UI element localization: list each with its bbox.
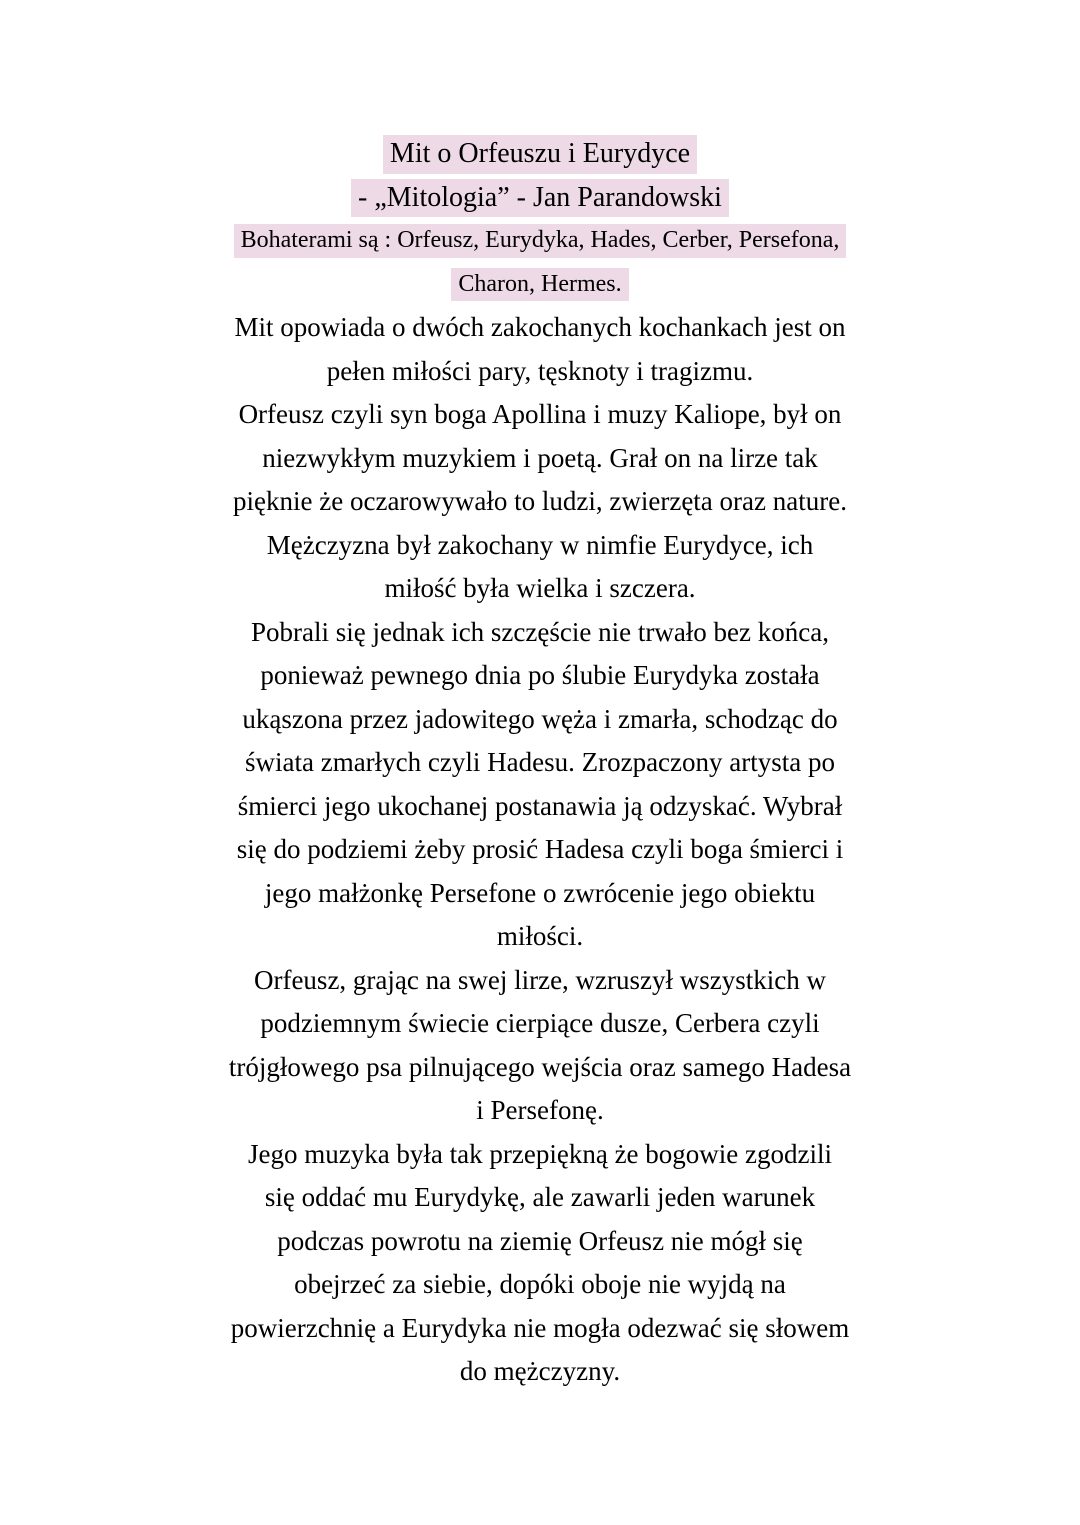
essay-text-block — [130, 132, 950, 1394]
characters-note-line — [130, 263, 950, 307]
highlighted-text: Mit o Orfeuszu i Eurydyce — [383, 135, 697, 174]
body-text-line — [130, 1263, 950, 1307]
text: trójgłowego psa pilnującego wejścia oraz samego Hadesa — [228, 1051, 852, 1082]
document-subtitle-line — [130, 176, 950, 220]
text: do mężczyzny. — [459, 1356, 621, 1386]
text: podziemnym świecie cierpiące dusze, Cerbera czyli — [260, 1008, 820, 1038]
text: obejrzeć za siebie, dopóki oboje nie wyjdą na — [294, 1269, 786, 1299]
text: niezwykłym muzykiem i poetą. Grał on na lirze tak — [262, 442, 818, 473]
body-text-line — [130, 872, 950, 916]
highlighted-text: Charon, Hermes. — [451, 268, 628, 302]
body-text-line — [130, 959, 950, 1003]
text: pięknie że oczarowywało to ludzi, zwierzęta oraz nature. — [233, 486, 847, 516]
text: Pobrali się jednak ich szczęście nie trwało bez końca, — [250, 616, 829, 647]
body-text-line — [130, 480, 950, 524]
text: miłości. — [496, 921, 584, 951]
text: śmierci jego ukochanej postanawia ją odzyskać. Wybrał — [237, 790, 843, 821]
text: jego małżonkę Persefone o zwrócenie jego obiektu — [264, 877, 816, 908]
body-text-line — [130, 306, 950, 350]
text: Orfeusz czyli syn boga Apollina i muzy Kaliope, był on — [238, 399, 842, 429]
text: i Persefonę. — [476, 1095, 604, 1125]
body-text-line — [130, 915, 950, 959]
body-text-line — [130, 785, 950, 829]
body-text-line — [130, 741, 950, 785]
text: Mit opowiada o dwóch zakochanych kochankach jest on — [234, 312, 846, 342]
highlighted-text: - „Mitologia” - Jan Parandowski — [351, 179, 729, 218]
body-text-line — [130, 350, 950, 394]
text: Orfeusz, grając na swej lirze, wzruszył wszystkich w — [253, 964, 827, 995]
body-text-line — [130, 1046, 950, 1090]
text: ukąszona przez jadowitego węża i zmarła, schodząc do — [242, 703, 838, 734]
body-text-line — [130, 393, 950, 437]
body-text-line — [130, 1350, 950, 1394]
highlighted-text: Bohaterami są : Orfeusz, Eurydyka, Hades, Cerber, Persefona, — [234, 224, 847, 258]
body-text-line — [130, 611, 950, 655]
body-text-line — [130, 654, 950, 698]
body-text-line — [130, 437, 950, 481]
body-text-line — [130, 828, 950, 872]
body-text-line — [130, 1133, 950, 1177]
body-text-line — [130, 1002, 950, 1046]
text: się do podziemi żeby prosić Hadesa czyli boga śmierci i — [236, 834, 844, 864]
characters-note-line — [130, 219, 950, 263]
text: miłość była wielka i szczera. — [384, 573, 696, 603]
text: się oddać mu Eurydykę, ale zawarli jeden warunek — [264, 1182, 816, 1212]
text: Jego muzyka była tak przepiękną że bogowie zgodzili — [247, 1138, 833, 1169]
body-text-line — [130, 1220, 950, 1264]
text: ponieważ pewnego dnia po ślubie Eurydyka została — [260, 660, 820, 690]
text: powierzchnię a Eurydyka nie mogła odezwać się słowem — [230, 1312, 850, 1343]
body-text-line — [130, 567, 950, 611]
body-text-line — [130, 1089, 950, 1133]
document-title-line — [130, 132, 950, 176]
body-text-line — [130, 524, 950, 568]
text: Mężczyzna był zakochany w nimfie Eurydyce, ich — [266, 529, 814, 560]
text: pełen miłości pary, tęsknoty i tragizmu. — [326, 355, 754, 386]
text: podczas powrotu na ziemię Orfeusz nie mógł się — [277, 1225, 803, 1256]
text: świata zmarłych czyli Hadesu. Zrozpaczony artysta po — [244, 747, 835, 777]
body-text-line — [130, 1307, 950, 1351]
body-text-line — [130, 698, 950, 742]
body-text-line — [130, 1176, 950, 1220]
